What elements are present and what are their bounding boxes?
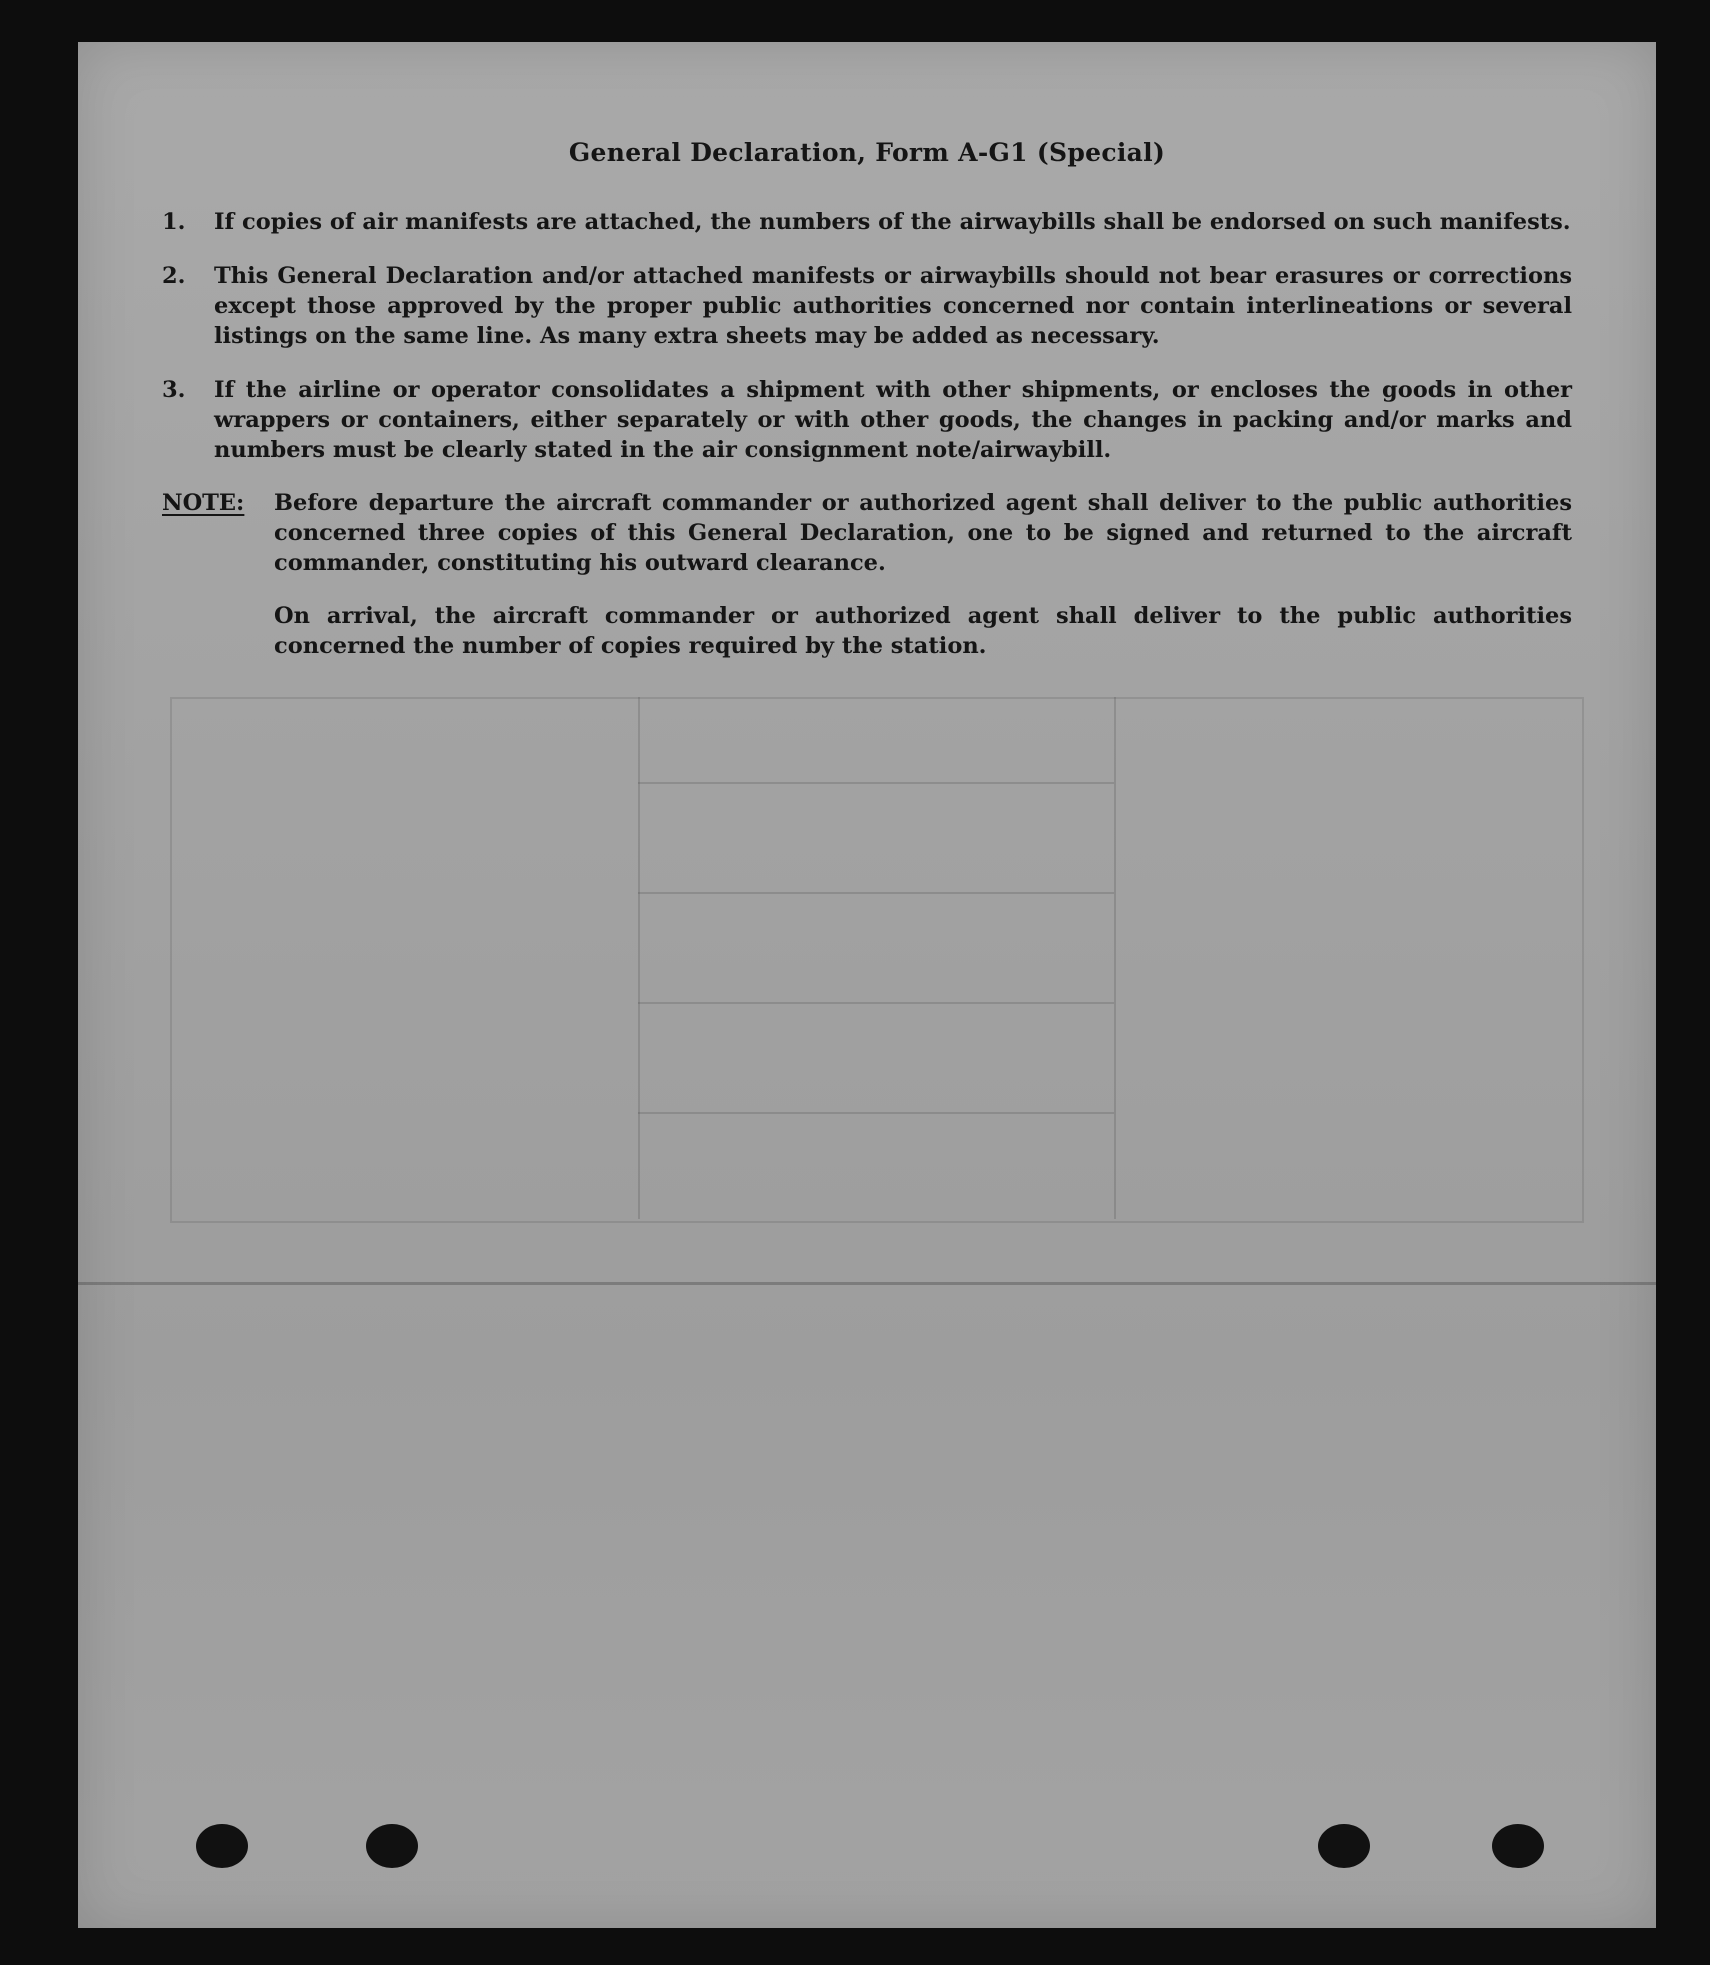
note-paragraph: On arrival, the aircraft commander or authorized agent shall deliver to the public authorities concerned the number of copies required by the station.	[274, 603, 1572, 659]
bleedthrough-form-box	[170, 697, 1584, 1223]
item-number: 2.	[162, 263, 186, 289]
fold-crease	[78, 1282, 1656, 1285]
note-block	[162, 488, 1572, 578]
document-title: General Declaration, Form A-G1 (Special)	[568, 138, 1166, 167]
document-page	[78, 42, 1656, 1928]
bleedthrough-row-line	[638, 1002, 1114, 1004]
bleedthrough-row-line	[638, 782, 1114, 784]
item-text: If copies of air manifests are attached, the numbers of the airwaybills shall be endorsed on such manifests.	[214, 209, 1571, 235]
list-item	[162, 207, 1572, 237]
item-text: This General Declaration and/or attached manifests or airwaybills should not bear erasures or corrections except those approved by the proper public authorities concerned nor contain interlineations or several listings on the same line. As many extra sheets may be added as necessary.	[214, 263, 1572, 349]
bleedthrough-column-line	[1114, 697, 1116, 1219]
punch-hole	[1492, 1824, 1544, 1868]
list-item	[162, 375, 1572, 465]
item-number: 1.	[162, 209, 186, 235]
bleedthrough-row-line	[638, 1112, 1114, 1114]
note-block	[162, 601, 1572, 661]
punch-hole	[196, 1824, 248, 1868]
note-label: NOTE:	[162, 490, 245, 516]
list-item	[162, 261, 1572, 351]
bleedthrough-column-line	[638, 697, 640, 1219]
item-text: If the airline or operator consolidates a shipment with other shipments, or encloses the goods in other wrappers or containers, either separately or with other goods, the changes in packing and/or marks and numbers must be clearly stated in the air consignment note/airwaybill.	[214, 377, 1572, 463]
punch-hole	[366, 1824, 418, 1868]
item-number: 3.	[162, 377, 186, 403]
note-paragraph: Before departure the aircraft commander or authorized agent shall deliver to the public authorities concerned three copies of this General Declaration, one to be signed and returned to the aircraft commander, constituting his outward clearance.	[274, 490, 1572, 576]
bleedthrough-row-line	[638, 892, 1114, 894]
punch-hole	[1318, 1824, 1370, 1868]
